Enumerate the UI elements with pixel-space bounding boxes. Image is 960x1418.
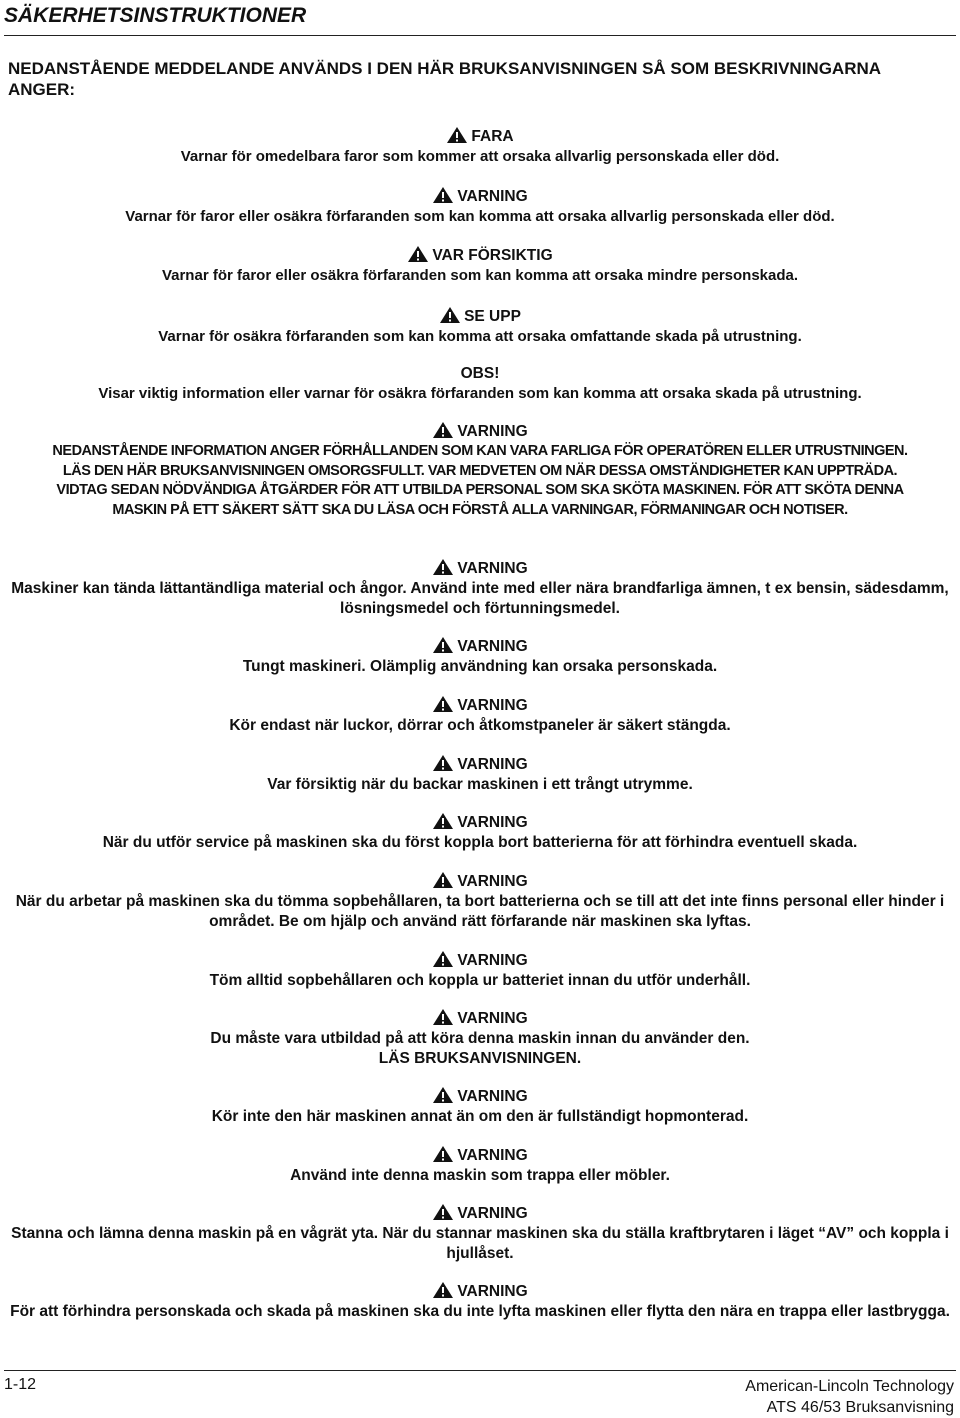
notice-body: Kör inte den här maskinen annat än om den är fullständigt hopmonterad.	[211, 1108, 749, 1125]
notice-se-upp	[0, 306, 960, 347]
notice-body: Var försiktig när du backar maskinen i ett trångt utrymme.	[267, 776, 693, 793]
notice-backing	[0, 754, 960, 795]
page-title: SÄKERHETSINSTRUKTIONER	[4, 4, 307, 27]
notice-maintenance	[0, 950, 960, 991]
warning-triangle-icon	[432, 871, 454, 889]
notice-body: Varnar för faror eller osäkra förfaranden som kan komma att orsaka mindre personskada.	[161, 267, 799, 284]
notice-body: Du måste vara utbildad på att köra denna maskin innan du använder den.	[210, 1030, 750, 1047]
notice-heading: VARNING	[457, 423, 528, 440]
notice-assembled	[0, 1086, 960, 1127]
footer-info	[745, 1376, 954, 1418]
notice-heading: VARNING	[457, 697, 528, 714]
notice-body: Stanna och lämna denna maskin på en vågrät yta. När du stannar maskinen ska du ställa kraftbrytaren i läget “AV” och koppla i hjullåset.	[11, 1225, 949, 1262]
notice-heavy-machinery	[0, 636, 960, 677]
notice-body-read-manual: LÄS BRUKSANVISNINGEN.	[378, 1049, 582, 1067]
notice-body: När du arbetar på maskinen ska du tömma sopbehållaren, ta bort batterierna och se till att det inte finns personal eller hinder i området. Be om hjälp och använd rätt förfarande när maskinen ska lyftas.	[15, 893, 945, 930]
notice-general-warning	[0, 421, 960, 520]
footer-manual: ATS 46/53 Bruksanvisning	[766, 1399, 954, 1416]
notice-body: Varnar för omedelbara faror som kommer att orsaka allvarlig personskada eller död.	[180, 148, 780, 165]
notice-stairs	[0, 1281, 960, 1322]
notice-training	[0, 1008, 960, 1068]
notice-fara	[0, 126, 960, 167]
notice-heading: VARNING	[457, 1010, 528, 1027]
notice-service-batteries	[0, 812, 960, 853]
warning-triangle-icon	[432, 1086, 454, 1104]
notice-heading: VARNING	[457, 1147, 528, 1164]
notice-lifting	[0, 871, 960, 931]
notice-heading: VARNING	[457, 638, 528, 655]
warning-triangle-icon	[432, 950, 454, 968]
notice-heading: VARNING	[457, 560, 528, 577]
warning-triangle-icon	[432, 695, 454, 713]
notice-parking	[0, 1203, 960, 1263]
notice-flammable	[0, 558, 960, 618]
notice-heading: VAR FÖRSIKTIG	[432, 247, 553, 264]
notice-body: Tungt maskineri. Olämplig användning kan orsaka personskada.	[242, 658, 718, 675]
notice-heading: SE UPP	[464, 308, 521, 325]
notice-heading: VARNING	[457, 1205, 528, 1222]
warning-triangle-icon	[432, 1281, 454, 1299]
notice-obs	[0, 364, 960, 404]
warning-triangle-icon	[432, 558, 454, 576]
notice-heading: VARNING	[457, 1283, 528, 1300]
notice-body: För att förhindra personskada och skada på maskinen ska du inte lyfta maskinen eller flytta den nära en trappa eller lastbrygga.	[10, 1303, 950, 1320]
notice-heading: VARNING	[457, 1088, 528, 1105]
warning-triangle-icon	[432, 812, 454, 830]
notice-body: Kör endast när luckor, dörrar och åtkomstpaneler är säkert stängda.	[229, 717, 731, 734]
notice-heading: VARNING	[457, 873, 528, 890]
footer-divider	[4, 1370, 956, 1371]
warning-triangle-icon	[432, 1145, 454, 1163]
intro-text: NEDANSTÅENDE MEDDELANDE ANVÄNDS I DEN HÄR BRUKSANVISNINGEN SÅ SOM BESKRIVNINGARNA ANGER:	[8, 59, 881, 99]
notice-body: När du utför service på maskinen ska du först koppla bort batterierna för att förhindra eventuell skada.	[102, 834, 858, 851]
warning-triangle-icon	[432, 1203, 454, 1221]
warning-triangle-icon	[439, 306, 461, 324]
page-number: 1-12	[4, 1376, 37, 1393]
notice-heading: FARA	[471, 128, 514, 145]
notice-body: Visar viktig information eller varnar för osäkra förfaranden som kan komma att orsaka skada på utrustning.	[98, 385, 862, 402]
notice-body: Töm alltid sopbehållaren och koppla ur batteriet innan du utför underhåll.	[209, 972, 751, 989]
notice-not-furniture	[0, 1145, 960, 1186]
notice-body: Varnar för faror eller osäkra förfaranden som kan komma att orsaka allvarlig personskada eller död.	[125, 208, 835, 225]
notice-body: Maskiner kan tända lättantändliga material och ångor. Använd inte med eller nära brandfarliga ämnen, t ex bensin, sädesdamm, lösningsmedel och förtunningsmedel.	[11, 580, 949, 617]
warning-triangle-icon	[432, 186, 454, 204]
notice-doors-closed	[0, 695, 960, 736]
notice-body: Varnar för osäkra förfaranden som kan komma att orsaka omfattande skada på utrustning.	[158, 328, 802, 345]
notice-heading: VARNING	[457, 814, 528, 831]
warning-triangle-icon	[446, 126, 468, 144]
footer-company: American-Lincoln Technology	[745, 1378, 954, 1395]
notice-heading: OBS!	[460, 365, 500, 382]
notice-varning-definition	[0, 186, 960, 227]
header-divider	[4, 35, 956, 36]
notice-body: Använd inte denna maskin som trappa eller möbler.	[290, 1167, 670, 1184]
warning-triangle-icon	[432, 421, 454, 439]
warning-triangle-icon	[407, 245, 429, 263]
warning-triangle-icon	[432, 1008, 454, 1026]
notice-heading: VARNING	[457, 188, 528, 205]
notice-heading: VARNING	[457, 756, 528, 773]
warning-triangle-icon	[432, 754, 454, 772]
warning-triangle-icon	[432, 636, 454, 654]
notice-body: NEDANSTÅENDE INFORMATION ANGER FÖRHÅLLANDEN SOM KAN VARA FARLIGA FÖR OPERATÖREN ELLER UTRUSTNINGEN. LÄS DEN HÄR BRUKSANVISNINGEN OMSORGSFULLT. VAR MEDVETEN OM NÄR DESSA OMSTÄNDIGHETER KAN UPPTRÄDA. VIDTAG SEDAN NÖDVÄNDIGA ÅTGÄRDER FÖR ATT UTBILDA PERSONAL SOM SKA SKÖTA MASKINEN. FÖR ATT SKÖTA DENNA MASKIN PÅ ETT SÄKERT SÄTT SKA DU LÄSA OCH FÖRSTÅ ALLA VARNINGAR, FÖRMANINGAR OCH NOTISER.	[52, 443, 908, 518]
notice-heading: VARNING	[457, 952, 528, 969]
notice-var-forsiktig	[0, 245, 960, 286]
